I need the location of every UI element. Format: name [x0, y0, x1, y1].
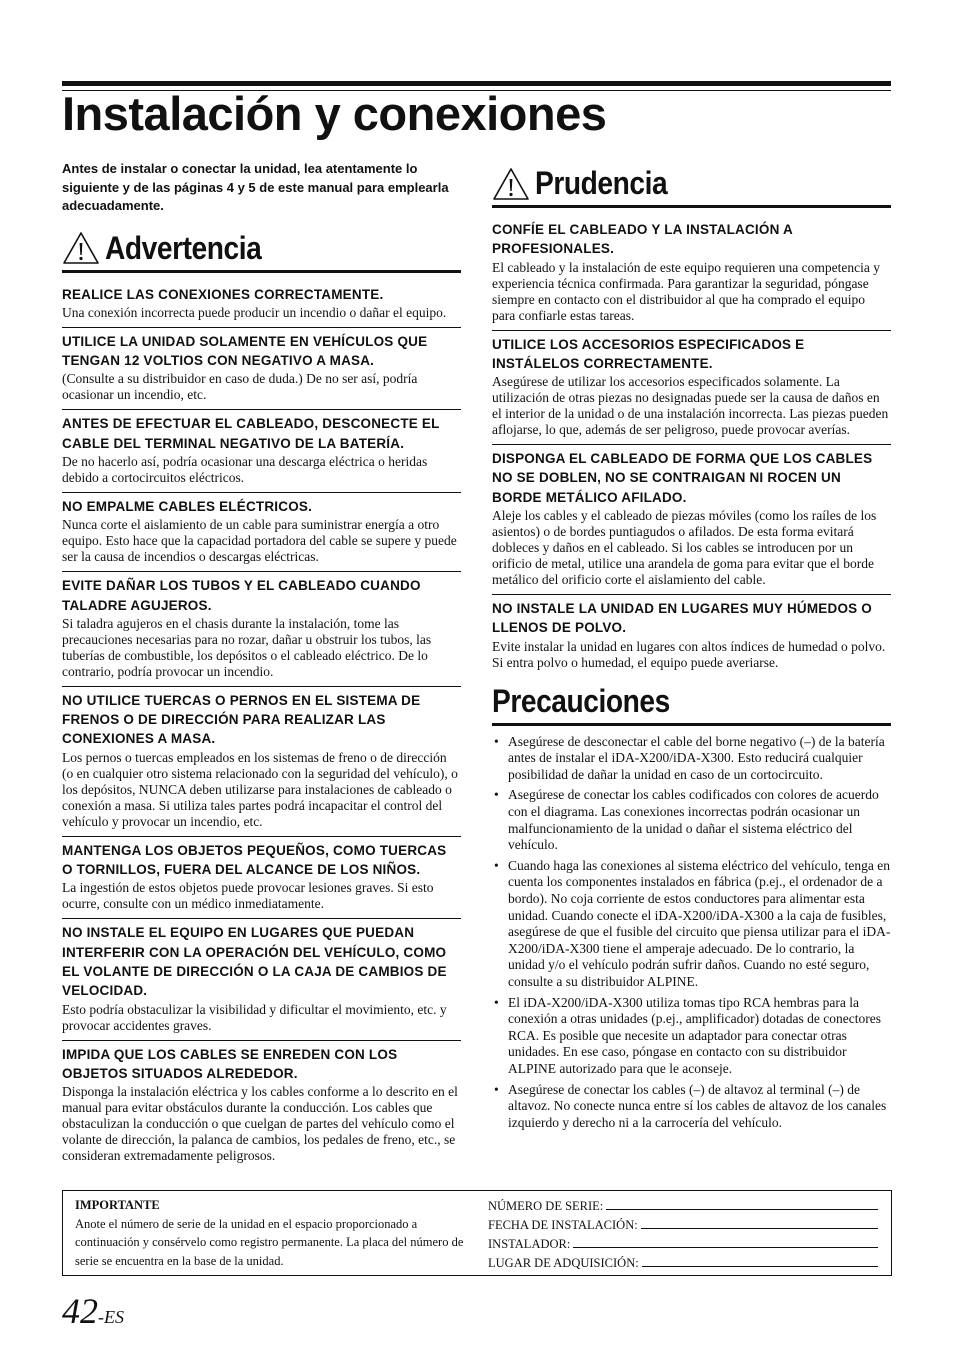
- warning-item: [62, 687, 461, 837]
- purchase-place-field[interactable]: [488, 1252, 878, 1271]
- warning-item-body: De no hacerlo así, podría ocasionar una descarga eléctrica o heridas debido a cortocircuitos eléctricos.: [62, 453, 428, 485]
- record-fields: [488, 1195, 878, 1271]
- warning-item: [62, 572, 461, 687]
- caution-item: [492, 331, 891, 446]
- installer-label: INSTALADOR:: [488, 1237, 571, 1251]
- page-lang-suffix: -ES: [98, 1307, 124, 1327]
- purchase-place-label: LUGAR DE ADQUISICIÓN:: [488, 1256, 639, 1270]
- serial-number-field[interactable]: [488, 1195, 878, 1214]
- warning-item-heading: UTILICE LA UNIDAD SOLAMENTE EN VEHÍCULOS QUE TENGAN 12 VOLTIOS CON NEGATIVO A MASA.: [62, 333, 428, 369]
- left-column: [62, 160, 461, 1170]
- purchase-place-line[interactable]: [642, 1266, 878, 1267]
- caution-item: [492, 216, 891, 331]
- install-date-field[interactable]: [488, 1214, 878, 1233]
- warning-item-body: Esto podría obstaculizar la visibilidad y dificultar el movimiento, etc. y provocar accidentes graves.: [62, 1001, 447, 1033]
- important-body: Anote el número de serie de la unidad en el espacio proporcionado a continuación y consérvelo como registro permanente. La placa del número de serie se encuentra en la base de la unidad.: [75, 1216, 464, 1268]
- warning-item-body: La ingestión de estos objetos puede provocar lesiones graves. Si esto ocurre, consulte con un médico inmediatamente.: [62, 880, 434, 912]
- caution-item-body: Aleje los cables y el cableado de piezas móviles (como los raíles de los asientos) o de bordes puntiagudos o afilados. De esta forma evitará dobleces y daños en el cableado. Si los cables se introducen por un orificio de metal, utilice una arandela de goma para evitar que el borde metálico del orificio corte el aislamiento del cable.: [492, 508, 877, 588]
- warning-item: [62, 837, 461, 920]
- warning-item: [62, 1041, 461, 1171]
- important-note: [75, 1196, 465, 1270]
- warning-item: [62, 281, 461, 328]
- warning-item-body: Una conexión incorrecta puede producir un incendio o dañar el equipo.: [62, 304, 447, 320]
- serial-record-box: [62, 1190, 892, 1276]
- caution-item: [492, 595, 891, 677]
- warning-triangle-icon: [62, 231, 100, 265]
- installer-line[interactable]: [573, 1247, 878, 1248]
- right-column: [492, 165, 891, 1135]
- page-footer: [62, 1290, 124, 1332]
- important-title: IMPORTANTE: [75, 1198, 160, 1212]
- warning-section-header: [62, 230, 461, 273]
- intro-text: Antes de instalar o conectar la unidad, lea atentamente lo siguiente y de las páginas 4 y 5 de este manual para emplearla adecuadamente.: [62, 161, 449, 213]
- warning-title: Advertencia: [105, 229, 262, 266]
- precaution-item: • El iDA-X200/iDA-X300 utiliza tomas tipo RCA hembras para la conexión a otras unidades (p.ej., amplificador) dotadas de conectores RCA. Es posible que necesite un adaptador para conectar otras unidades. En ese caso, póngase en contacto con su distribuidor ALPINE autorizado para que le aconseje.: [492, 995, 891, 1078]
- warning-item: [62, 410, 461, 493]
- warning-item-heading: NO EMPALME CABLES ELÉCTRICOS.: [62, 498, 313, 514]
- warning-item-heading: EVITE DAÑAR LOS TUBOS Y EL CABLEADO CUANDO TALADRE AGUJEROS.: [62, 578, 421, 613]
- warning-item: [62, 328, 461, 411]
- precaution-item: • Asegúrese de conectar los cables codificados con colores de acuerdo con el diagrama. Las conexiones incorrectas podrán ocasionar un malfuncionamiento de la unidad o dañar el sistema eléctrico del vehículo.: [492, 787, 891, 853]
- precaution-item: • Asegúrese de conectar los cables (–) de altavoz al terminal (–) de altavoz. No conecte nunca entre sí los cables de altavoz de los canales izquierdo y derecho ni a la carrocería del vehículo.: [492, 1082, 891, 1132]
- precaution-item: • Asegúrese de desconectar el cable del borne negativo (–) de la batería antes de instalar el iDA-X200/iDA-X300. Esto reducirá cualquier posibilidad de dañar la unidad en caso de un cortocircuito.: [492, 734, 891, 784]
- caution-item-heading: CONFÍE EL CABLEADO Y LA INSTALACIÓN A PROFESIONALES.: [492, 222, 793, 257]
- warning-item-heading: NO INSTALE EL EQUIPO EN LUGARES QUE PUEDAN INTERFERIR CON LA OPERACIÓN DEL VEHÍCULO, COMO EL VOLANTE DE DIRECCIÓN O LA CAJA DE CAMBIOS DE VELOCIDAD.: [62, 925, 447, 999]
- installer-field[interactable]: [488, 1233, 878, 1252]
- warning-item-body: Los pernos o tuercas empleados en los sistemas de freno o de dirección (o en cualquier otro sistema relacionado con la seguridad del vehículo), o los depósitos, NUNCA deben utilizarse para instalaciones de cableado o conexión a masa. Si utiliza tales partes podrá incapacitar el control del vehículo y provocar un incendio, etc.: [62, 749, 458, 829]
- warning-item-heading: REALICE LAS CONEXIONES CORRECTAMENTE.: [62, 286, 384, 302]
- precaution-item: • Cuando haga las conexiones al sistema eléctrico del vehículo, tenga en cuenta los componentes instalados en fábrica (p.ej., el ordenador de a bordo). No coja corriente de estos conductores para alimentar esta unidad. Cuando conecte el iDA-X200/iDA-X300 a la caja de fusibles, asegúrese de que el fusible del circuito que piensa utilizar para el iDA-X200/iDA-X300 tiene el amperaje adecuado. De lo contrario, la unidad y/o el vehículo podrán sufrir daños. Cuando no esté seguro, consulte a su distribuidor ALPINE.: [492, 858, 891, 991]
- caution-item-body: Evite instalar la unidad en lugares con altos índices de humedad o polvo. Si entra polvo o humedad, el equipo puede averiarse.: [492, 638, 886, 670]
- caution-section-header: [492, 165, 891, 208]
- caution-item-heading: DISPONGA EL CABLEADO DE FORMA QUE LOS CABLES NO SE DOBLEN, NO SE CONTRAIGAN NI ROCEN UN BORDE METÁLICO AFILADO.: [492, 451, 873, 505]
- caution-triangle-icon: [492, 167, 530, 201]
- page-title: Instalación y conexiones: [62, 87, 607, 140]
- warning-item-body: (Consulte a su distribuidor en caso de duda.) De no ser así, podría ocasionar un incendio, etc.: [62, 371, 418, 403]
- caution-item: [492, 445, 891, 595]
- serial-number-label: NÚMERO DE SERIE:: [488, 1199, 604, 1213]
- warning-item: [62, 919, 461, 1040]
- page-number: 42: [62, 1291, 98, 1331]
- warning-item-heading: ANTES DE EFECTUAR EL CABLEADO, DESCONECTE EL CABLE DEL TERMINAL NEGATIVO DE LA BATERÍA.: [62, 416, 440, 451]
- precautions-title: Precauciones: [492, 682, 670, 719]
- caution-item-heading: NO INSTALE LA UNIDAD EN LUGARES MUY HÚMEDOS O LLENOS DE POLVO.: [492, 601, 873, 636]
- serial-number-line[interactable]: [606, 1209, 878, 1210]
- warning-item-body: Si taladra agujeros en el chasis durante la instalación, tome las precauciones necesarias para no rozar, dañar u obstruir los tubos, las tuberías de combustible, los depósitos o el cableado eléctrico. De lo contrario, podría provocar un incendio.: [62, 615, 432, 679]
- warning-item-body: Nunca corte el aislamiento de un cable para suministrar energía a otro equipo. Esto hace que la capacidad portadora del cable se supere y puede ser la causa de incendios o descargas eléctricas.: [62, 517, 457, 565]
- caution-title: Prudencia: [535, 165, 668, 201]
- warning-item-body: Disponga la instalación eléctrica y los cables conforme a lo descrito en el manual para evitar obstáculos durante la conducción. Los cables que obstaculizan la conducción o que cuelgan de partes del vehículo como el volante de dirección, la palanca de cambios, los pedales de freno, etc., se consideran extremadamente peligrosos.: [62, 1084, 458, 1164]
- warning-item-heading: NO UTILICE TUERCAS O PERNOS EN EL SISTEMA DE FRENOS O DE DIRECCIÓN PARA REALIZAR LAS CONEXIONES A MASA.: [62, 692, 421, 747]
- warning-item-heading: MANTENGA LOS OBJETOS PEQUEÑOS, COMO TUERCAS O TORNILLOS, FUERA DEL ALCANCE DE LOS NIÑOS.: [62, 842, 447, 878]
- caution-item-body: Asegúrese de utilizar los accesorios especificados solamente. La utilización de otras piezas no designadas puede ser la causa de daños en el interior de la unidad o de una instalación incorrecta. Las piezas pueden aflojarse, lo que, además de ser peligroso, puede provocar averías.: [492, 374, 889, 438]
- precautions-list: [492, 734, 891, 1132]
- warning-item: [62, 493, 461, 572]
- caution-item-body: El cableado y la instalación de este equipo requieren una competencia y experiencia técnica confirmada. Para garantizar la seguridad, póngase siempre en contacto con el distribuidor al que ha comprado el equipo para confiarle estas tareas.: [492, 259, 880, 323]
- precautions-section-header: [492, 683, 891, 726]
- warning-item-heading: IMPIDA QUE LOS CABLES SE ENREDEN CON LOS OBJETOS SITUADOS ALREDEDOR.: [62, 1046, 398, 1081]
- install-date-label: FECHA DE INSTALACIÓN:: [488, 1218, 638, 1232]
- caution-item-heading: UTILICE LOS ACCESORIOS ESPECIFICADOS E INSTÁLELOS CORRECTAMENTE.: [492, 336, 805, 371]
- install-date-line[interactable]: [641, 1228, 878, 1229]
